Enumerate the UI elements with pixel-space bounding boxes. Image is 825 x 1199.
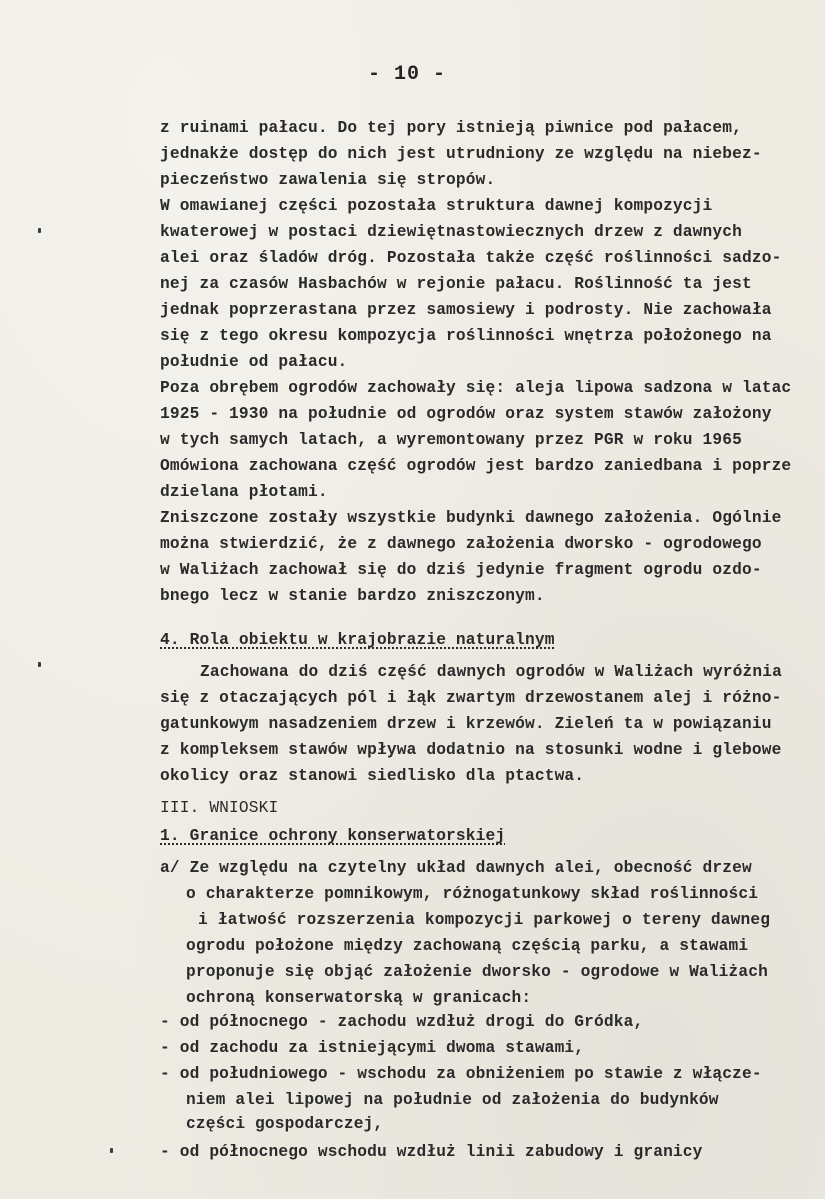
text-line: jednakże dostęp do nich jest utrudniony ze względu na niebez- <box>160 145 762 163</box>
text-line: dzielana płotami. <box>160 483 328 501</box>
list-item: - od południowego - wschodu za obniżeniem po stawie z włącze- <box>160 1065 762 1083</box>
text-line: Zniszczone zostały wszystkie budynki dawnego założenia. Ogólnie <box>160 509 782 527</box>
page-number: - 10 - <box>368 63 447 86</box>
text-line: nej za czasów Hasbachów w rejonie pałacu. Roślinność ta jest <box>160 275 752 293</box>
text-line: z ruinami pałacu. Do tej pory istnieją piwnice pod pałacem, <box>160 119 742 137</box>
text-line: bnego lecz w stanie bardzo zniszczonym. <box>160 587 545 605</box>
list-item: - od północnego wschodu wzdłuż linii zabudowy i granicy <box>160 1143 703 1161</box>
list-item: - od północnego - zachodu wzdłuż drogi do Gródka, <box>160 1013 644 1031</box>
list-item-continuation: części gospodarczej, <box>186 1115 384 1133</box>
section-heading: 4. Rola obiektu w krajobrazie naturalnym <box>160 631 555 649</box>
text-line: południe od pałacu. <box>160 353 348 371</box>
chapter-heading: III. WNIOSKI <box>160 799 279 817</box>
list-item-continuation: niem alei lipowej na południe od założenia do budynków <box>186 1091 719 1109</box>
text-line: 1925 - 1930 na południe od ogrodów oraz system stawów założony <box>160 405 772 423</box>
text-line: w Waliżach zachował się do dziś jedynie fragment ogrodu ozdo- <box>160 561 762 579</box>
text-line: Omówiona zachowana część ogrodów jest bardzo zaniedbana i poprze <box>160 457 792 475</box>
text-line: można stwierdzić, że z dawnego założenia dworsko - ogrodowego <box>160 535 762 553</box>
subsection-heading: 1. Granice ochrony konserwatorskiej <box>160 827 506 845</box>
margin-mark <box>38 228 41 233</box>
text-line: i łatwość rozszerzenia kompozycji parkowej o tereny dawneg <box>198 911 771 929</box>
text-line: z kompleksem stawów wpływa dodatnio na stosunki wodne i glebowe <box>160 741 782 759</box>
margin-mark <box>110 1148 113 1153</box>
text-line: w tych samych latach, a wyremontowany przez PGR w roku 1965 <box>160 431 742 449</box>
text-line: się z otaczających pól i łąk zwartym drzewostanem alej i różno- <box>160 689 782 707</box>
text-line: gatunkowym nasadzeniem drzew i krzewów. Zieleń ta w powiązaniu <box>160 715 772 733</box>
text-line: o charakterze pomnikowym, różnogatunkowy skład roślinności <box>186 885 759 903</box>
text-line: ogrodu położone między zachowaną częścią parku, a stawami <box>186 937 749 955</box>
margin-mark <box>38 662 41 667</box>
text-line: alei oraz śladów dróg. Pozostała także część roślinności sadzo- <box>160 249 782 267</box>
text-line: jednak poprzerastana przez samosiewy i podrosty. Nie zachowała <box>160 301 772 319</box>
text-line: okolicy oraz stanowi siedlisko dla ptactwa. <box>160 767 585 785</box>
text-line: Poza obrębem ogrodów zachowały się: aleja lipowa sadzona w latac <box>160 379 792 397</box>
text-line: a/ Ze względu na czytelny układ dawnych alei, obecność drzew <box>160 859 752 877</box>
text-line: kwaterowej w postaci dziewiętnastowiecznych drzew z dawnych <box>160 223 742 241</box>
text-line: Zachowana do dziś część dawnych ogrodów w Waliżach wyróżnia <box>200 663 782 681</box>
text-line: W omawianej części pozostała struktura dawnej kompozycji <box>160 197 713 215</box>
text-line: ochroną konserwatorską w granicach: <box>186 989 532 1007</box>
text-line: pieczeństwo zawalenia się stropów. <box>160 171 496 189</box>
list-item: - od zachodu za istniejącymi dwoma stawami, <box>160 1039 585 1057</box>
text-line: się z tego okresu kompozycja roślinności wnętrza położonego na <box>160 327 772 345</box>
text-line: proponuje się objąć założenie dworsko - ogrodowe w Waliżach <box>186 963 768 981</box>
